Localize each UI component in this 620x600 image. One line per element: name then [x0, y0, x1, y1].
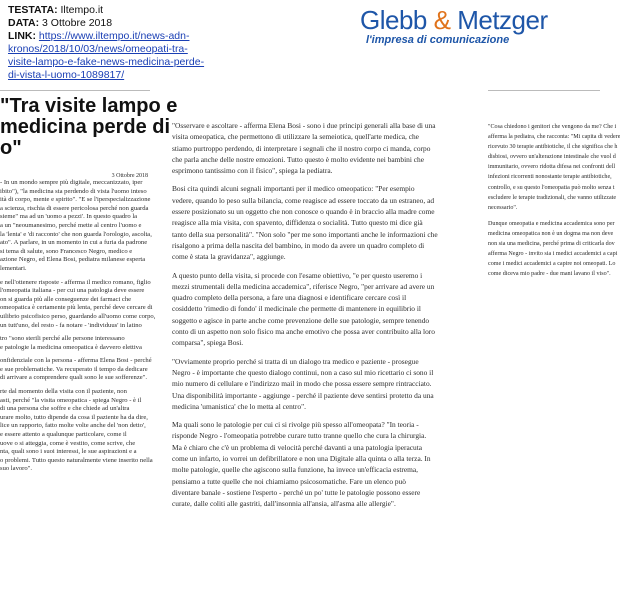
logo-tagline: l'impresa di comunicazione	[366, 34, 510, 46]
article-paragraph	[0, 335, 148, 352]
text-line: diventare banale - sostiene l'esperto - perché un po' tutte le patologie possono essere	[172, 487, 421, 497]
article-paragraph	[172, 183, 460, 262]
text-line: curate, dalle coliti alle gastriti, dall'insonnia all'ansia, all'asma alle allergie".	[172, 499, 396, 509]
text-line: disbiosi, ovvero un'alterazione intestinale che vuol d	[488, 154, 616, 161]
text-line: onfidenziale con la persona - afferma Elena Bosi - perché	[0, 357, 152, 365]
article-column-right	[488, 122, 620, 285]
testata-row	[8, 4, 308, 17]
text-line: A questo punto della visita, si procede con l'esame obiettivo, "e per questo useremo i	[172, 270, 423, 280]
date-label: DATA:	[8, 17, 40, 29]
link-row-2	[8, 43, 308, 56]
text-line: mio numero di cellulare e l'indirizzo mail in modo che possa essere sempre rintracciato.	[172, 379, 432, 389]
agency-logo	[360, 6, 592, 46]
logo-name-left: Glebb	[360, 5, 427, 35]
text-line: e essere attento a qualunque particolare, come il	[0, 431, 127, 439]
text-line: risponde Negro - l'omeopatia potrebbe curare tutto tranne quello che cura la chirurgia.	[172, 431, 427, 441]
clipping-metadata	[8, 4, 308, 82]
text-line: Negro - è importante che questo dialogo continui, non a caso sul mio ricettario ci sono il	[172, 367, 434, 377]
text-line: Ma è chiaro che c'è un problema di velocità perché davanti a una patologia iperacuta	[172, 442, 423, 452]
text-line: la 'lenta' e 'di racconto' che non guarda l'orologio, ascolta,	[0, 230, 152, 238]
article-link-line[interactable]: kronos/2018/10/03/news/omeopati-tra-	[8, 43, 188, 55]
testata-value: Iltempo.it	[60, 4, 104, 16]
text-line: urare molto, tutto dipende da cosa il paziente ha da dire,	[0, 413, 148, 421]
date-row	[8, 17, 308, 30]
text-line: pensiamo a tutte quelle che noi chiamiamo psicosomatiche. Fare un elenco può	[172, 476, 406, 486]
text-line: di una persona che soffre e che chiede ad un'altra	[0, 405, 130, 413]
text-line: a un "neoumanesimo, perché mette al centro l'uomo e	[0, 221, 142, 229]
headline-line: o"	[0, 137, 22, 159]
text-line: afferma Negro - invito sia i medici accademici a capi	[488, 251, 618, 258]
text-line: immunitario, ovvero ridotta difesa nei confronti dell	[488, 164, 616, 171]
text-line: ricevuto 30 terapie antibiotiche, il che significa che h	[488, 144, 618, 151]
article-link-line[interactable]: di-vista-l-uomo-1089817/	[8, 69, 125, 81]
article-column-middle	[172, 120, 460, 517]
text-line: uilibrio psicofisico perso, guardando all'uomo come corpo,	[0, 312, 156, 320]
text-line: a scienza, rischia di essere pericolosa perché non guarda	[0, 204, 149, 212]
text-line: e nell'ottenere risposte - afferma il medico romano, figlio	[0, 278, 151, 286]
text-line: escludere le terapie tradizionali, che vanno utilizzate	[488, 194, 617, 201]
text-line: di arrivare a comprendere quali sono le sue sofferenze".	[0, 374, 148, 382]
text-line: vedere, quando lo peso sulla bilancia, come reagisce ad essere toccato da un estraneo, ad	[172, 195, 435, 205]
text-line: Ma quali sono le patologie per cui ci si rivolge più spesso all'omeopata? "In teoria -	[172, 420, 419, 430]
text-line: come diceva mio padre - due mani lavano il viso".	[488, 271, 611, 278]
text-line: l'omeopatia italiana - per cui una patologia deve essere	[0, 287, 145, 295]
text-line: tanto della sua personalità". "Non solo "per me sono importanti anche le informazioni che	[172, 229, 438, 239]
left-column-body	[0, 179, 156, 479]
text-line: necessario".	[488, 204, 518, 211]
article-headline	[0, 95, 178, 159]
text-line: non sia una medicina, perché prima di criticarla dov	[488, 241, 615, 248]
text-line: "Osservare e ascoltare - afferma Elena Bosi - sono i due principi generali alla base di una	[172, 121, 436, 130]
text-line: sieme" ma ad un 'uomo a pezzi'. In questo quadro la	[0, 213, 138, 221]
text-line: e patologie la medicina omeopatica è davvero elettiva	[0, 343, 142, 351]
logo-name-right: Metzger	[457, 5, 548, 35]
text-line: o problemi. Tutto questo naturalmente viene inserito nella	[0, 456, 153, 464]
text-line: "Cosa chiedono i genitori che vengono da me? Che i	[488, 124, 617, 130]
logo-name	[360, 6, 592, 34]
text-line: medicina omeopatica non è un dogma ma non deve	[488, 230, 614, 237]
text-line: esprimono tantissimo con il fisico", spiega la pediatra.	[172, 166, 333, 176]
article-paragraph	[488, 122, 620, 213]
testata-label: TESTATA:	[8, 4, 58, 16]
text-line: suo lavoro".	[0, 465, 32, 473]
text-line: Dunque omeopatia e medicina accademica sono per	[488, 220, 615, 227]
text-line: molte patologie, quelle che agiscono sulla funzione, ha invece un'efficacia estrema,	[172, 465, 419, 475]
text-line: ità di corpo, mente e spirito". "E se l'iperspecializzazione	[0, 196, 151, 204]
article-scan	[0, 90, 620, 600]
date-value: 3 Ottobre 2018	[42, 17, 113, 29]
link-row-3	[8, 56, 308, 69]
text-line: e sue problematiche. Va recuperato il tempo da dedicare	[0, 365, 148, 373]
text-line: medicina 'umanistica' che lo metta al centro".	[172, 401, 306, 411]
text-line: essere posizionato su un oggetto che non conosce o quando è in braccio alla madre come	[172, 207, 435, 217]
text-line: rte dal momento della visita con il paziente, non	[0, 388, 127, 396]
text-line: stiamo purtroppo perdendo, di interpretare i segnali che il nostro corpo ci manda, corpo	[172, 143, 431, 153]
article-paragraph	[172, 419, 460, 509]
text-line: ato". A parlare, in un momento in cui a furia da padrone	[0, 239, 148, 247]
text-line: cosiddetto 'rimedio di fondo' il medicinale che permette di mantenere in equilibrio il	[172, 304, 421, 314]
article-paragraph	[0, 278, 156, 331]
article-paragraph	[488, 219, 618, 280]
text-line: nta, quali sono i suoi interessi, le sue aspirazioni e a	[0, 448, 137, 456]
text-line: on si guarda più alle conseguenze dei farmaci che	[0, 295, 132, 303]
text-line: "Ovviamente proprio perché si tratta di un dialogo tra medico e paziente - prosegue	[172, 356, 419, 366]
text-line: comparsa", spiega Bosi.	[172, 338, 244, 348]
text-line: come un infarto, io vorrei un defibrillatore e non una Digitale alla quinta o alla terza. In	[172, 454, 431, 464]
link-row-4	[8, 69, 308, 82]
article-paragraph	[172, 270, 460, 349]
headline-line: medicina perde di	[0, 116, 171, 138]
text-line: uove o si atteggia, come è vestito, come scrive, che	[0, 439, 136, 447]
text-line: afferma la pediatra, che racconta: "Mi capita di vedere	[488, 134, 620, 141]
article-paragraph	[172, 356, 460, 412]
article-paragraph	[0, 388, 153, 474]
headline-line: "Tra visite lampo e	[0, 95, 178, 117]
text-line: reagisce alla mia visita, con spavento, diffidenza o socialità. Tutto questo mi dice già	[172, 218, 423, 228]
text-line: omeopatica è certamente più lenta, perché deve cercare di	[0, 304, 153, 312]
text-line: Bosi cita quindi alcuni segnali importanti per il medico omeopatico: "Per esempio	[172, 184, 415, 194]
logo-ampersand: &	[433, 5, 451, 35]
article-column-left	[0, 90, 178, 479]
paragraph-gap	[0, 474, 148, 479]
text-line: - In un mondo sempre più digitale, meccanizzato, iper	[0, 179, 143, 186]
text-line: tro "sono sterili perché alle persone interessano	[0, 335, 125, 343]
link-label: LINK:	[8, 30, 36, 42]
text-line: quadro completo della persona, a fare una diagnosi e identificare cercare così il	[172, 293, 407, 303]
text-line: lementari.	[0, 264, 27, 272]
text-line: infezioni ricorrenti nonostante terapie antibiotiche,	[488, 174, 612, 181]
link-row	[8, 30, 308, 43]
article-link-line[interactable]: visite-lampo-e-fake-news-medicina-perde-	[8, 56, 205, 68]
text-line: soggetto e agisce in parte anche come prevenzione delle sue patologie, sempre tenendo	[172, 315, 430, 325]
text-line: visita omeopatica, che permettono di utilizzare la semeiotica, quell'arte medica, che	[172, 132, 419, 142]
article-paragraph	[0, 179, 152, 274]
text-line: risalgono a prima della nascita del bambino, in modo da avere un quadro completo di	[172, 240, 425, 250]
article-date: 3 Ottobre 2018	[111, 173, 148, 179]
text-line: Una disponibilità importante - aggiunge - perché il paziente deve sentirsi protetto da una	[172, 390, 434, 400]
article-link-line[interactable]: https://www.iltempo.it/news-adn-	[38, 30, 190, 42]
column-rule	[488, 90, 600, 91]
text-line: asti, perché "la visita omeopatica - spiega Negro - è il	[0, 396, 142, 404]
article-paragraph	[0, 357, 152, 383]
text-line: ibito"), "la medicina sta perdendo di vista l'uomo inteso	[0, 187, 147, 195]
text-line: si tema di salute, sono Francesco Negro, medico e	[0, 247, 133, 255]
text-line: mezzi strumentali della medicina accademica", riferisce Negro, "per arrivare ad avere un	[172, 281, 435, 291]
text-line: come i medici accademici a capire noi omeopati. Lo	[488, 261, 616, 268]
text-line: che parla anche delle nostre emozioni. Tutto questo è molto evidente nei bambini che	[172, 154, 425, 164]
text-line: controllo, e su questo l'omeopatia può molto senza t	[488, 184, 615, 191]
text-line: un tutt'uno, del resto - fa notare - 'individuus' in latino	[0, 321, 142, 329]
text-line: conto di un aspetto non solo fisico ma anche emotivo che possa aver contribuito alla loro	[172, 327, 435, 337]
article-paragraph	[172, 120, 460, 176]
text-line: lice un rapporto, fatto molte volte anche del 'non detto',	[0, 422, 146, 430]
text-line: come è stata la gravidanza", aggiunge.	[172, 252, 286, 262]
text-line: azione Negro, ed Elena Bosi, pediatra milanese esperta	[0, 256, 146, 264]
